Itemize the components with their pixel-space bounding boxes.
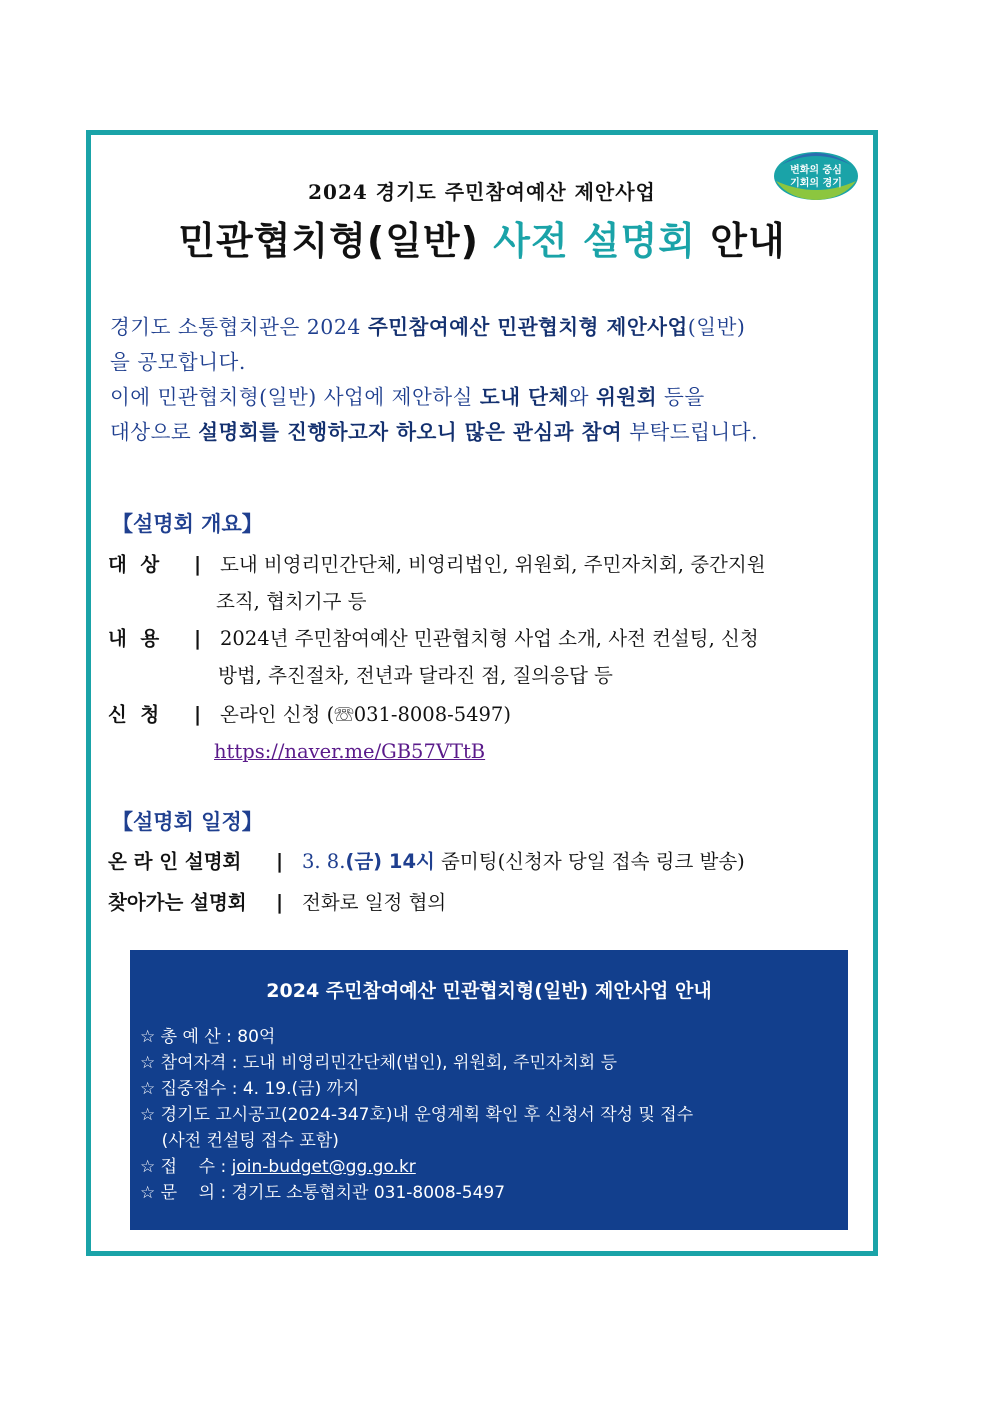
title-part-2: 사전 설명회 bbox=[493, 219, 697, 263]
info-item-notice: ☆ 경기도 고시공고(2024-347호)내 운영계획 확인 후 신청서 작성 및 접수 bbox=[140, 1105, 694, 1125]
separator-bar: | bbox=[194, 553, 202, 576]
info-box bbox=[130, 950, 848, 1230]
doc-title bbox=[86, 210, 878, 265]
info-box-list bbox=[140, 1024, 840, 1206]
separator-bar: | bbox=[276, 891, 284, 914]
title-part-1: 민관협치형(일반) bbox=[178, 219, 480, 263]
intro-emphasis: 주민참여예산 민관협치형 제안사업 bbox=[367, 315, 688, 339]
online-day: (금) bbox=[345, 850, 383, 873]
doc-subtitle: 2024 경기도 주민참여예산 제안사업 bbox=[308, 180, 656, 204]
online-date: 3. 8. bbox=[302, 850, 346, 873]
email-prefix: ☆ 접 수 : bbox=[140, 1157, 232, 1177]
info-item-deadline: ☆ 집중접수 : 4. 19.(금) 까지 bbox=[140, 1079, 360, 1099]
info-item-eligibility: ☆ 참여자격 : 도내 비영리민간단체(법인), 위원회, 주민자치회 등 bbox=[140, 1053, 617, 1073]
info-item-contact: ☆ 문 의 : 경기도 소통협치관 031-8008-5497 bbox=[140, 1183, 506, 1203]
intro-text: 등을 bbox=[657, 385, 705, 409]
title-part-3: 안내 bbox=[710, 219, 786, 263]
target-line-2: 조직, 협치기구 등 bbox=[216, 590, 367, 613]
visit-desc: 전화로 일정 협의 bbox=[302, 891, 447, 914]
online-label: 온 라 인 설명회 bbox=[108, 850, 242, 873]
intro-line-1 bbox=[110, 310, 860, 345]
intro-emphasis: 위원회 bbox=[596, 385, 658, 409]
online-time: 14시 bbox=[382, 850, 435, 873]
info-item-budget: ☆ 총 예 산 : 80억 bbox=[140, 1027, 276, 1047]
logo-text-line2: 기회의 경기 bbox=[790, 178, 842, 189]
intro-paragraph bbox=[110, 310, 860, 450]
separator-bar: | bbox=[276, 850, 284, 873]
visit-label: 찾아가는 설명회 bbox=[108, 891, 247, 914]
intro-text: 와 bbox=[568, 385, 597, 409]
logo-text-line1: 변화의 중심 bbox=[790, 165, 842, 176]
separator-bar: | bbox=[194, 703, 202, 726]
intro-text: 부탁드립니다. bbox=[622, 420, 759, 444]
apply-label: 신 청 bbox=[108, 703, 160, 726]
intro-text: (일반) bbox=[687, 315, 746, 339]
content-line-2: 방법, 추진절차, 전년과 달라진 점, 질의응답 등 bbox=[218, 664, 613, 687]
apply-link[interactable]: https://naver.me/GB57VTtB bbox=[214, 740, 486, 763]
intro-text: 경기도 소통협치관은 2024 bbox=[110, 315, 368, 339]
target-line-1: 도내 비영리민간단체, 비영리법인, 위원회, 주민자치회, 중간지원 bbox=[220, 553, 766, 576]
intro-line-4 bbox=[110, 415, 860, 450]
intro-emphasis: 설명회를 진행하고자 하오니 많은 관심과 참여 bbox=[198, 420, 623, 444]
overview-heading: 【설명회 개요】 bbox=[112, 512, 263, 536]
intro-text: 대상으로 bbox=[110, 420, 199, 444]
target-label: 대 상 bbox=[108, 553, 160, 576]
content-label: 내 용 bbox=[108, 627, 160, 650]
content-line-1: 2024년 주민참여예산 민관협치형 사업 소개, 사전 컨설팅, 신청 bbox=[220, 627, 759, 650]
apply-line-1: 온라인 신청 (☏031-8008-5497) bbox=[220, 703, 511, 726]
intro-line-2: 을 공모합니다. bbox=[110, 350, 246, 374]
separator-bar: | bbox=[194, 627, 202, 650]
online-desc: 줌미팅(신청자 당일 접속 링크 발송) bbox=[434, 850, 745, 873]
email-link[interactable]: join-budget@gg.go.kr bbox=[231, 1157, 416, 1177]
intro-line-3 bbox=[110, 380, 860, 415]
online-detail bbox=[302, 843, 745, 880]
intro-text: 이에 민관협치형(일반) 사업에 제안하실 bbox=[110, 385, 480, 409]
info-box-title: 2024 주민참여예산 민관협치형(일반) 제안사업 안내 bbox=[266, 980, 712, 1002]
info-item-email bbox=[140, 1154, 840, 1180]
schedule-heading: 【설명회 일정】 bbox=[112, 810, 263, 834]
info-item-notice-cont: (사전 컨설팅 접수 포함) bbox=[140, 1131, 339, 1151]
intro-emphasis: 도내 단체 bbox=[479, 385, 569, 409]
